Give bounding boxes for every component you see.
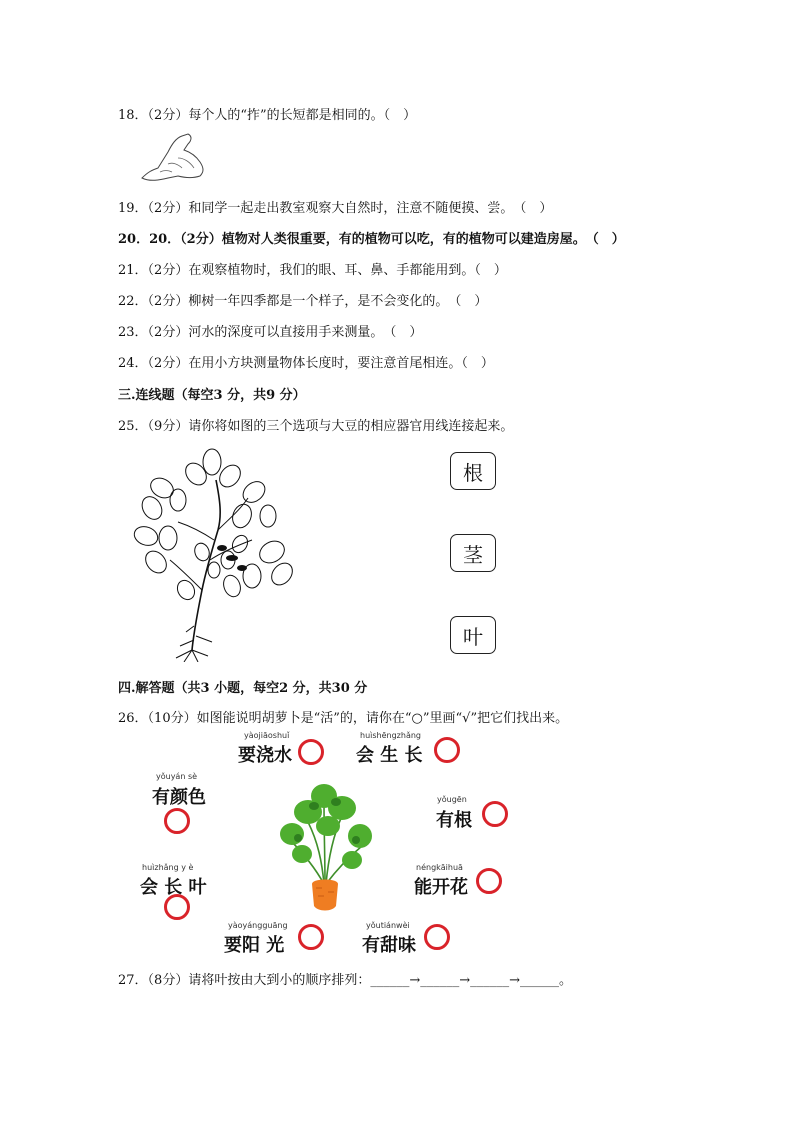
trait-pinyin: yǒugēn [437, 795, 467, 804]
answer-circle[interactable] [164, 894, 190, 920]
carrot-illustration [278, 782, 374, 912]
trait-pinyin: yàojiāoshuǐ [244, 731, 290, 740]
answer-circle[interactable] [482, 801, 508, 827]
answer-circle[interactable] [424, 924, 450, 950]
trait-label: 会 生 长 [356, 745, 423, 766]
question-24: 24．（2分）在用小方块测量物体长度时，要注意首尾相连。（ ） [118, 356, 494, 371]
question-25: 25．（9分）请你将如图的三个选项与大豆的相应器官用线连接起来。 [118, 419, 514, 434]
trait-label: 有根 [436, 810, 472, 831]
trait-pinyin: huìshēngzhǎng [360, 731, 421, 740]
question-20: 20．20．（2分）植物对人类很重要，有的植物可以吃，有的植物可以建造房屋。 （ ） [118, 232, 625, 247]
answer-circle[interactable] [476, 868, 502, 894]
soybean-plant-illustration [132, 440, 302, 662]
answer-circle[interactable] [164, 808, 190, 834]
question-18: 18．（2分）每个人的“拃”的长短都是相同的。（ ） [118, 108, 417, 123]
organ-box-root[interactable]: 根 [450, 452, 496, 490]
question-27: 27．（8分）请将叶按由大到小的顺序排列：______→______→______→______。 [118, 973, 572, 988]
trait-label: 能开花 [414, 877, 468, 898]
organ-box-stem[interactable]: 茎 [450, 534, 496, 572]
question-23: 23．（2分）河水的深度可以直接用手来测量。 （ ） [118, 325, 423, 340]
answer-circle[interactable] [298, 739, 324, 765]
question-22: 22．（2分）柳树一年四季都是一个样子，是不会变化的。 （ ） [118, 294, 488, 309]
trait-pinyin: yàoyángguāng [228, 921, 288, 930]
answer-circle[interactable] [298, 924, 324, 950]
question-26: 26．（10分）如图能说明胡萝卜是“活”的，请你在“○”里画“√”把它们找出来。 [118, 711, 569, 726]
trait-label: 要浇水 [238, 745, 292, 766]
question-21: 21．（2分）在观察植物时，我们的眼、耳、鼻、手都能用到。（ ） [118, 263, 507, 278]
trait-pinyin: yǒuyán sè [156, 772, 198, 781]
organ-box-leaf[interactable]: 叶 [450, 616, 496, 654]
trait-label: 有颜色 [152, 787, 206, 808]
trait-label: 有甜味 [362, 935, 416, 956]
trait-label: 要阳 光 [224, 935, 285, 956]
section-3-heading: 三.连线题（每空3 分，共9 分） [118, 388, 306, 403]
trait-label: 会 长 叶 [140, 877, 207, 898]
answer-circle[interactable] [434, 737, 460, 763]
hand-span-illustration [138, 128, 208, 184]
question-19: 19．（2分）和同学一起走出教室观察大自然时，注意不随便摸、尝。 （ ） [118, 201, 553, 216]
trait-pinyin: yǒutiánwèi [366, 921, 410, 930]
trait-pinyin: néngkāihuā [416, 863, 463, 872]
trait-pinyin: huìzhǎng y è [142, 863, 194, 872]
section-4-heading: 四.解答题（共3 小题，每空2 分，共30 分 [118, 681, 368, 696]
